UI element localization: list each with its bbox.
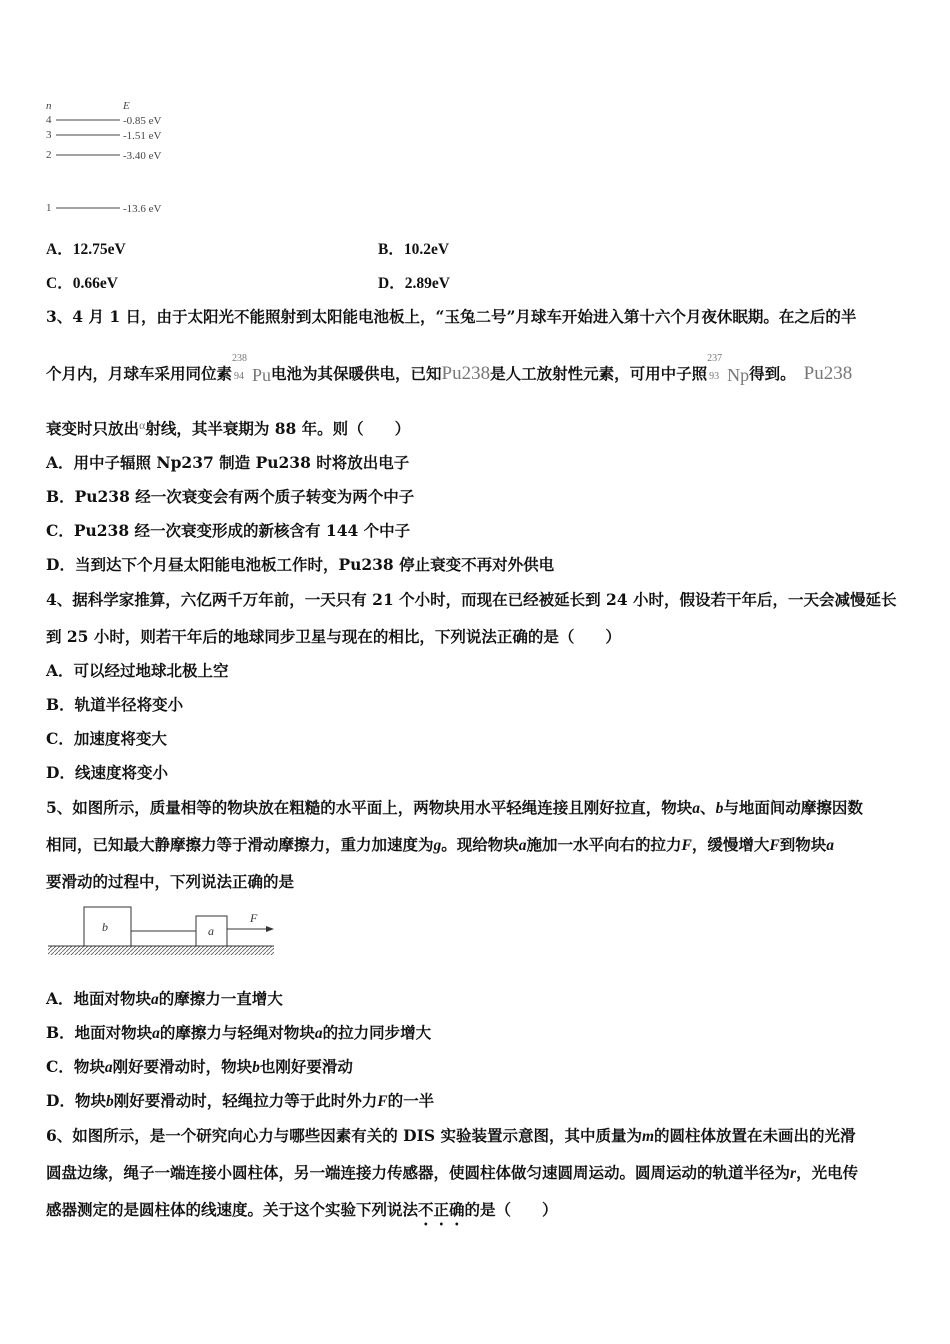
q2-option-b: B．10.2eV [378,241,450,258]
q3-option-d: D．当到达下个月昼太阳能电池板工作时，Pu238 停止衰变不再对外供电 [46,555,555,574]
q2-option-a: A．12.75eV [46,241,126,258]
svg-text:2: 2 [46,149,52,161]
q2-option-c: C．0.66eV [46,275,118,292]
level-4 [46,114,162,127]
ground-hatch [48,946,274,955]
level-1 [46,202,162,215]
svg-text:-13.6 eV: -13.6 eV [123,203,162,215]
q5-line-1: 5、如图所示，质量相等的物块放在粗糙的水平面上，两物块用水平轻绳连接且刚好拉直，物块a、b与地面间动摩擦因数 [46,798,863,817]
svg-text:3: 3 [46,129,52,141]
q4-line-1: 4、据科学家推算，六亿两千万年前，一天只有 21 个小时，而现在已经被延长到 24 小时，假设若干年后，一天会减慢延长 [46,590,897,609]
q5-option-d: D．物块b刚好要滑动时，轻绳拉力等于此时外力F的一半 [46,1091,435,1110]
q5-option-b: B．地面对物块a的摩擦力与轻绳对物块a的拉力同步增大 [46,1023,432,1042]
alpha-symbol: α [139,418,146,432]
svg-text:4: 4 [46,114,52,126]
q4-option-b: B．轨道半径将变小 [46,695,184,714]
svg-text:-1.51 eV: -1.51 eV [123,130,162,142]
q4-line-2: 到 25 小时，则若干年后的地球同步卫星与现在的相比，下列说法正确的是（ ） [46,627,621,646]
pu238-label: Pu238 [441,363,491,384]
level-2 [46,149,162,162]
q3-line-3: 衰变时只放出$^\alpha$射线，其半衰期为 88 年。则（ ） [46,418,411,438]
q2-option-d: D．2.89eV [378,275,450,292]
q4-option-a: A．可以经过地球北极上空 [46,661,229,680]
pu238-label: Pu238 [803,363,853,384]
q3-option-c: C．Pu238 经一次衰变形成的新核含有 144 个中子 [46,521,411,540]
block-b-label: b [102,920,108,934]
q6-line-1: 6、如图所示，是一个研究向心力与哪些因素有关的 DIS 实验装置示意图，其中质量为m的圆柱体放置在未画出的光滑 [46,1126,856,1145]
q6-line-2: 圆盘边缘，绳子一端连接小圆柱体，另一端连接力传感器，使圆柱体做匀速圆周运动。圆周运动的轨道半径为r，光电传 [46,1163,859,1182]
q5-line-2: 相同，已知最大静摩擦力等于滑动摩擦力，重力加速度为g。现给物块a施加一水平向右的拉力F，缓慢增大F到物块a [46,835,835,854]
q5-line-3: 要滑动的过程中，下列说法正确的是 [46,872,295,891]
q3-line-1: 3、4 月 1 日，由于太阳光不能照射到太阳能电池板上，“玉兔二号”月球车开始进入第十六个月夜休眠期。在之后的半 [46,307,857,326]
pu-isotope-symbol: 238 94 Pu [232,352,272,385]
n-axis-label: n [46,100,52,112]
np-isotope-symbol: 237 93 Np [707,352,750,385]
q3-option-b: B．Pu238 经一次衰变会有两个质子转变为两个中子 [46,487,415,506]
blocks-figure [46,900,281,962]
emphasized-text: 不正确 [418,1200,465,1219]
svg-text:-0.85 eV: -0.85 eV [123,115,162,127]
block-a-label: a [208,924,214,938]
force-label: F [250,911,258,925]
svg-text:1: 1 [46,202,52,214]
q5-option-a: A．地面对物块a的摩擦力一直增大 [46,989,283,1008]
q3-line-2: 个月内，月球车采用同位素 238 94 Pu电池为其保暖供电，已知Pu238是人工放射性元素，可用中子照 237 93 Np得到。 Pu238 [46,352,853,385]
e-axis-label: E [123,100,130,112]
level-3 [46,129,162,142]
q3-option-a: A．用中子辐照 Np237 制造 Pu238 时将放出电子 [46,453,410,472]
q6-line-3: 感器测定的是圆柱体的线速度。关于这个实验下列说法不正确的是（ ） [46,1200,558,1219]
q4-option-c: C．加速度将变大 [46,729,167,748]
q4-option-d: D．线速度将变小 [46,763,168,782]
force-arrow-head [266,926,274,932]
energy-level-diagram [40,96,200,218]
svg-text:-3.40 eV: -3.40 eV [123,150,162,162]
q5-option-c: C．物块a刚好要滑动时，物块b也刚好要滑动 [46,1057,353,1076]
